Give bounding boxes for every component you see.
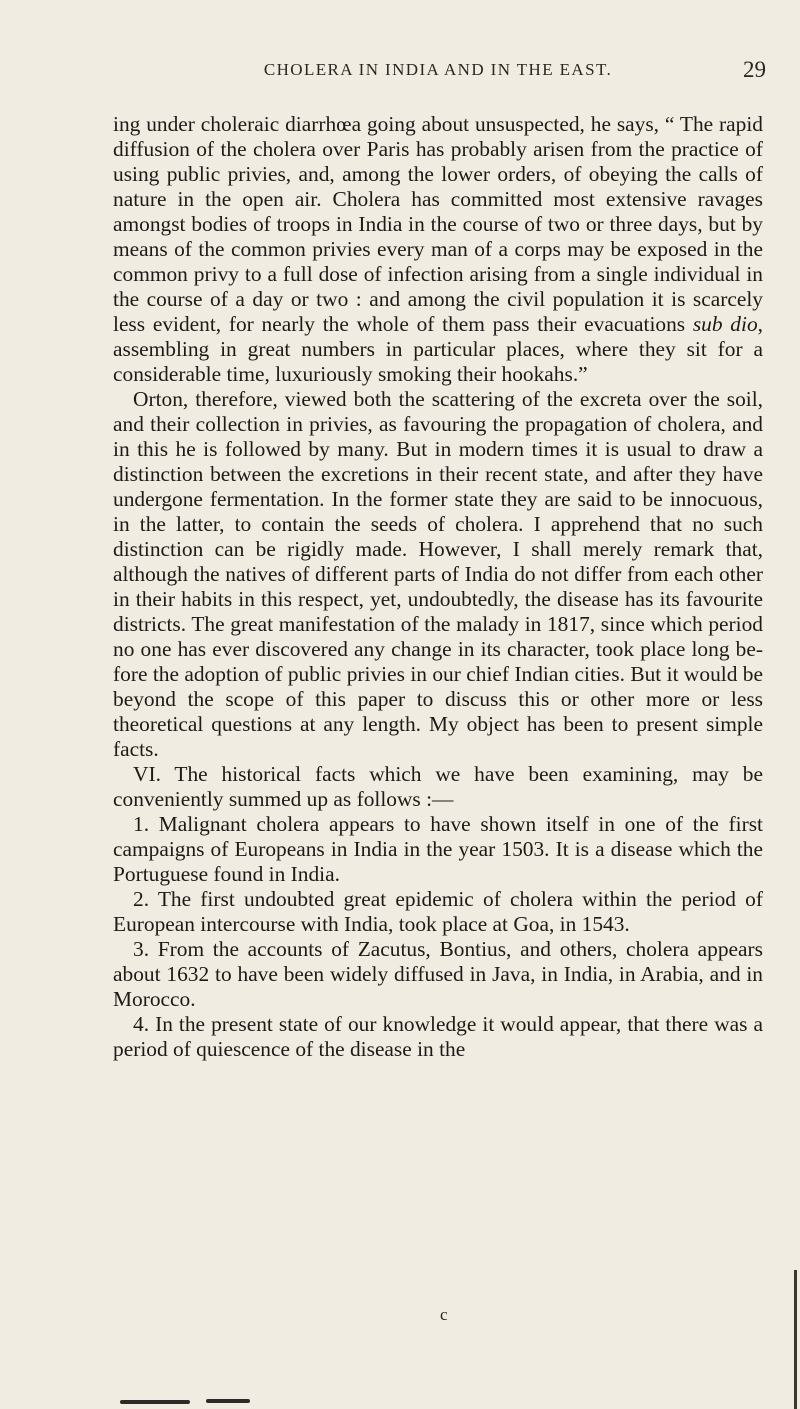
paragraph-3: VI. The historical facts which we have been examining, may be conveniently summed up as follows :— bbox=[113, 762, 763, 811]
paragraph-2: Orton, therefore, viewed both the scattering of the excreta over the soil, and their collection in privies, as favouring the propagation of cholera, and in this he is followed by many. But in modern times it is usual to draw a distinction between the excretions in their recent state, and after they have undergone fermentation. In the former state they are said to be innocuous, in the latter, to contain the seeds of cholera. I apprehend that no such distinction can be rigidly made. However, I shall merely remark that, although the natives of different parts of India do not differ from each other in their habits in this respect, yet, undoubtedly, the disease has its favourite districts. The great manifestation of the malady in 1817, since which period no one has ever discovered any change in its character, took place long before the adoption of public privies in our chief Indian cities. But it would be beyond the scope of this paper to discuss this or other more or less theoretical questions at any length. My object has been to present simple facts. bbox=[113, 387, 763, 761]
bottom-scan-marks bbox=[0, 1378, 800, 1409]
page-header bbox=[108, 57, 768, 90]
paragraph-1-end: , assembling in great numbers in particular places, where they sit for a considerable time, luxuriously smoking their hookahs.” bbox=[113, 312, 764, 386]
paragraph-5: 2. The first undoubted great epidemic of cholera within the period of European intercourse with India, took place at Goa, in 1543. bbox=[113, 887, 763, 936]
body-text bbox=[113, 112, 763, 1062]
paragraph-7: 4. In the present state of our knowledge it would appear, that there was a period of quiescence of the disease in the bbox=[113, 1012, 763, 1061]
paragraph-1 bbox=[113, 112, 763, 387]
page-number: 29 bbox=[743, 57, 766, 82]
scan-mark bbox=[206, 1399, 250, 1403]
paragraph-4: 1. Malignant cholera appears to have shown itself in one of the first campaigns of Europeans in India in the year 1503. It is a disease which the Portuguese found in India. bbox=[113, 812, 763, 886]
paragraph-1-start: ing under choleraic diarrhœa going about unsuspected, he says, “ The rapid diffusion of the cholera over Paris has probably arisen from the practice of using public privies, and, among the lower orders, of obeying the calls of nature in the open air. Cholera has committed most extensive ravages amongst bodies of troops in India in the course of two or three days, but by means of the common privies every man of a corps may be exposed in the common privy to a full dose of infection arising from a single individual in the course of a day or two : and among the civil population it is scarcely less evident, for nearly the whole of them pass their evacuations bbox=[113, 112, 763, 336]
page-edge-line bbox=[794, 1270, 797, 1409]
signature-mark: c bbox=[440, 1305, 448, 1324]
scan-mark bbox=[120, 1400, 190, 1404]
paragraph-6: 3. From the accounts of Zacutus, Bontius, and others, cholera appears about 1632 to have been widely diffused in Java, in India, in Arabia, and in Morocco. bbox=[113, 937, 763, 1011]
running-title: CHOLERA IN INDIA AND IN THE EAST. bbox=[263, 60, 613, 79]
latin-phrase: sub dio bbox=[692, 312, 758, 336]
